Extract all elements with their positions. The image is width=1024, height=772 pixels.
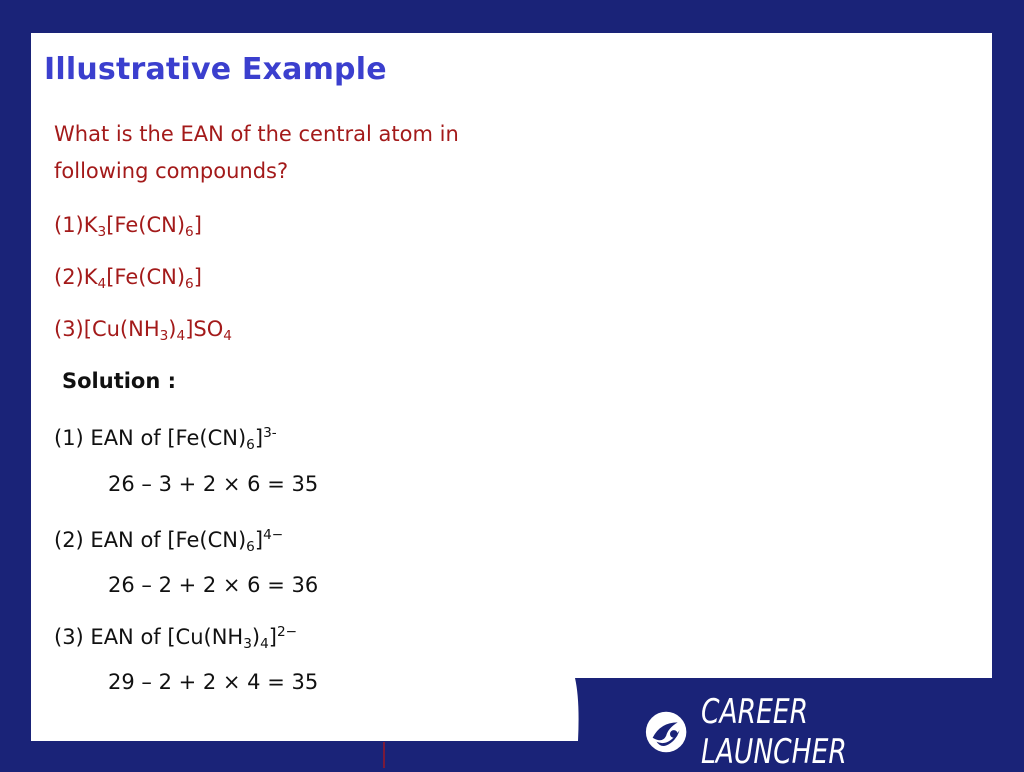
solution-1-label: (1) EAN of $[Fe(CN)_6]^{3-}$ [54, 424, 277, 454]
solution-heading: Solution : [62, 369, 177, 393]
solution-3-calc: 29 – 2 + 2 × 4 = 35 [108, 670, 319, 694]
solution-2-calc: 26 – 2 + 2 × 6 = 36 [108, 573, 319, 597]
brand-name: CAREER LAUNCHER [701, 692, 848, 772]
career-launcher-logo [643, 692, 1024, 772]
slide-edge-mark [383, 742, 385, 768]
question-line-1: What is the EAN of the central atom in [54, 122, 459, 146]
career-launcher-swirl-icon [643, 708, 689, 756]
compound-1: $(1)K_3[Fe(CN)_6]$ [54, 213, 202, 241]
solution-3-label: (3) EAN of $[Cu(NH_3)_4]^{2-}$ [54, 623, 298, 653]
solution-2-label: (2) EAN of $[Fe(CN)_6]^{4-}$ [54, 526, 284, 556]
question-line-2: following compounds? [54, 159, 289, 183]
slide-title: Illustrative Example [44, 52, 387, 87]
compound-2: $(2)K_4[Fe(CN)_6]$ [54, 265, 202, 293]
compound-3: $(3)[Cu(NH_3)_4]SO_4$ [54, 317, 232, 345]
solution-1-calc: 26 – 3 + 2 × 6 = 35 [108, 472, 319, 496]
